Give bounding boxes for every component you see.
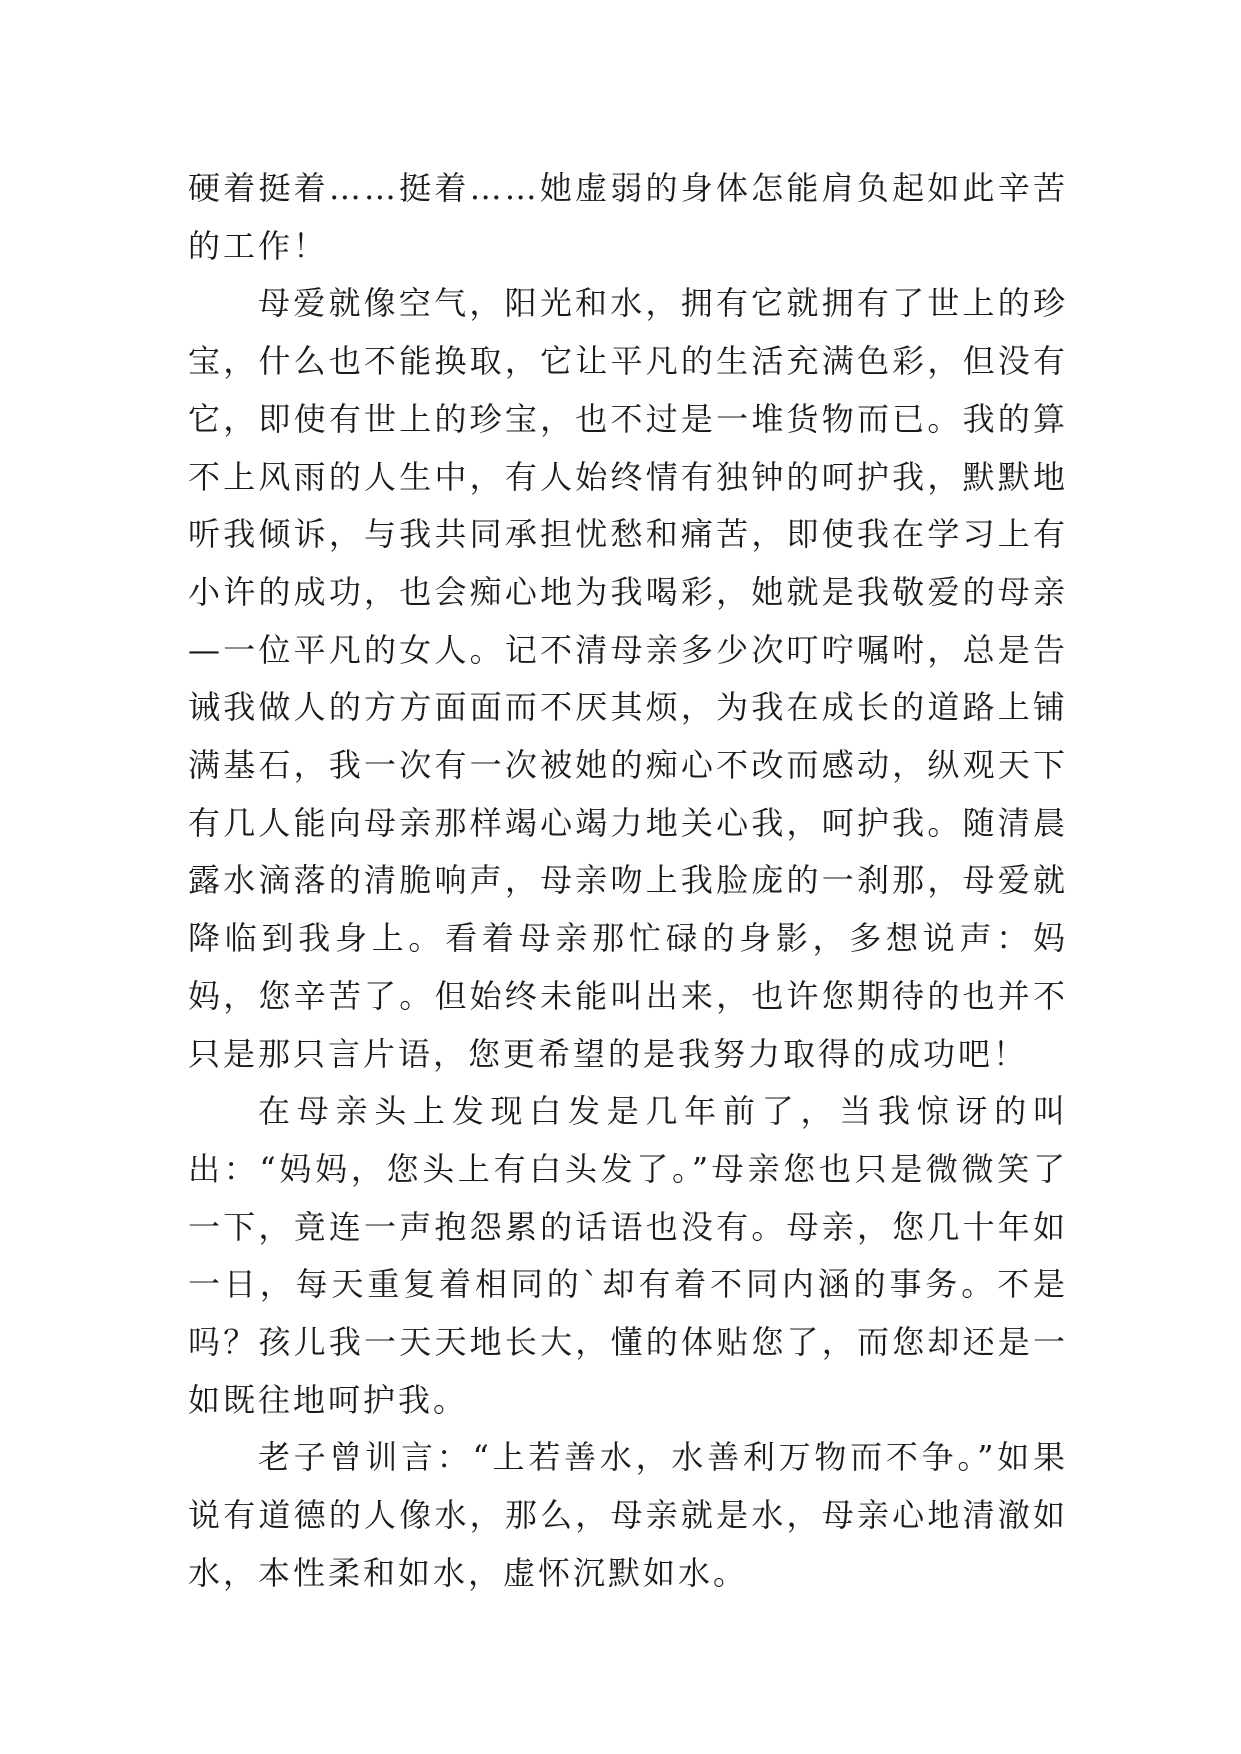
paragraph-mother-love: 母爱就像空气，阳光和水，拥有它就拥有了世上的珍宝，什么也不能换取，它让平凡的生活充满色彩，但没有它，即使有世上的珍宝，也不过是一堆货物而已。我的算不上风雨的人生中，有人始终情有独钟的呵护我，默默地听我倾诉，与我共同承担忧愁和痛苦，即使我在学习上有小许的成功，也会痴心地为我喝彩，她就是我敬爱的母亲—一位平凡的女人。记不清母亲多少次叮咛嘱咐，总是告诫我做人的方方面面而不厌其烦，为我在成长的道路上铺满基石，我一次有一次被她的痴心不改而感动，纵观天下有几人能向母亲那样竭心竭力地关心我，呵护我。随清晨露水滴落的清脆响声，母亲吻上我脸庞的一刹那，母爱就降临到我身上。看着母亲那忙碌的身影，多想说声：妈妈，您辛苦了。但始终未能叫出来，也许您期待的也并不只是那只言片语，您更希望的是我努力取得的成功吧！ bbox=[188, 284, 1068, 1073]
document-body bbox=[188, 160, 1068, 1603]
paragraph-continuation: 硬着挺着……挺着……她虚弱的身体怎能肩负起如此辛苦的工作！ bbox=[188, 169, 1068, 265]
paragraph-white-hair: 在母亲头上发现白发是几年前了，当我惊讶的叫出：“妈妈，您头上有白头发了。”母亲您也只是微微笑了一下，竟连一声抱怨累的话语也没有。母亲，您几十年如一日，每天重复着相同的`却有着不同内涵的事务。不是吗？孩儿我一天天地长大，懂的体贴您了，而您却还是一如既往地呵护我。 bbox=[188, 1092, 1068, 1419]
paragraph-laozi-quote: 老子曾训言：“上若善水，水善利万物而不争。”如果说有道德的人像水，那么，母亲就是水，母亲心地清澈如水，本性柔和如水，虚怀沉默如水。 bbox=[188, 1438, 1068, 1592]
